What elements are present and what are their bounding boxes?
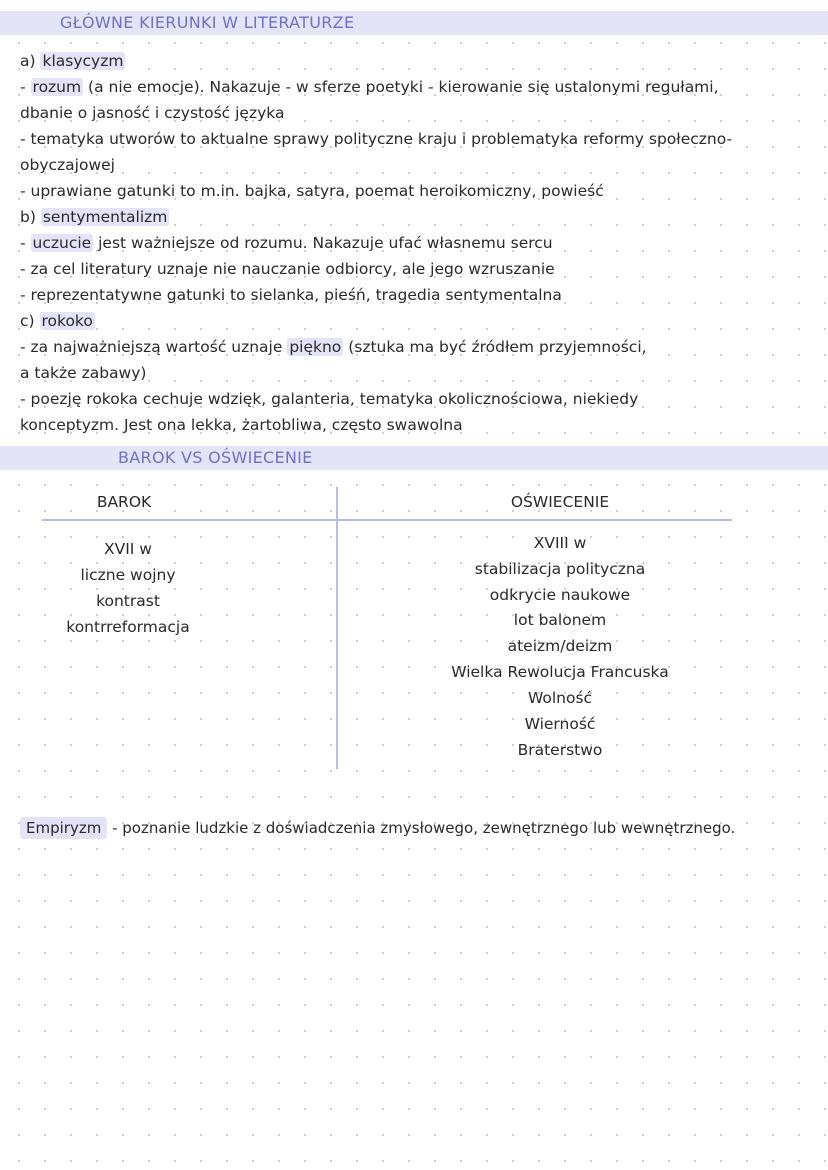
table-horizontal-rule bbox=[42, 519, 732, 521]
bullet-dash: - bbox=[20, 234, 31, 252]
text-line: a także zabawy) bbox=[20, 364, 147, 382]
oswiecenie-item: odkrycie naukowe bbox=[489, 586, 631, 604]
text-line: konceptyzm. Jest ona lekka, żartobliwa, często swawolna bbox=[20, 416, 463, 434]
oswiecenie-item: Wierność bbox=[524, 715, 596, 733]
text-fragment: (sztuka ma być źródłem przyjemności, bbox=[343, 338, 647, 356]
text-line bbox=[20, 230, 553, 256]
heading-rokoko bbox=[20, 308, 95, 334]
heading-klasycyzm bbox=[20, 48, 125, 74]
text-line bbox=[20, 74, 719, 100]
text-fragment: - za najważniejszą wartość uznaje bbox=[20, 338, 288, 356]
highlight-sentymentalizm: sentymentalizm bbox=[42, 208, 168, 226]
highlight-rokoko: rokoko bbox=[41, 312, 93, 330]
highlight-empiryzm: Empiryzm bbox=[20, 817, 107, 839]
oswiecenie-item: Wielka Rewolucja Francuska bbox=[451, 663, 669, 681]
highlight-piekno: piękno bbox=[289, 338, 342, 356]
heading-sentymentalizm bbox=[20, 204, 169, 230]
oswiecenie-item: ateizm/deizm bbox=[507, 637, 613, 655]
text-fragment: jest ważniejsze od rozumu. Nakazuje ufać własnemu sercu bbox=[93, 234, 553, 252]
label-prefix: c) bbox=[20, 312, 40, 330]
highlight-uczucie: uczucie bbox=[32, 234, 92, 252]
barok-item: XVII w bbox=[104, 540, 152, 558]
highlight-rozum: rozum bbox=[32, 78, 82, 96]
oswiecenie-item: stabilizacja polityczna bbox=[474, 560, 646, 578]
text-line: - tematyka utworów to aktualne sprawy polityczne kraju i problematyka reformy społeczno- bbox=[20, 130, 733, 148]
barok-item: kontrreformacja bbox=[66, 618, 190, 636]
section-title-barok-vs-oswiecenie: BAROK VS OŚWIECENIE bbox=[118, 448, 313, 467]
column-header-oswiecenie: OŚWIECENIE bbox=[510, 493, 610, 511]
definition-text: - poznanie ludzkie z doświadczenia zmysłowego, zewnętrznego lub wewnętrznego. bbox=[107, 819, 736, 837]
oswiecenie-item: XVIII w bbox=[533, 534, 587, 552]
text-line bbox=[20, 334, 647, 360]
oswiecenie-item: Wolność bbox=[527, 689, 593, 707]
section-title-kierunki: GŁÓWNE KIERUNKI W LITERATURZE bbox=[60, 13, 355, 32]
barok-item: kontrast bbox=[96, 592, 160, 610]
bullet-dash: - bbox=[20, 78, 31, 96]
barok-item: liczne wojny bbox=[80, 566, 176, 584]
column-header-barok: BAROK bbox=[96, 493, 152, 511]
highlight-klasycyzm: klasycyzm bbox=[42, 52, 124, 70]
label-prefix: b) bbox=[20, 208, 41, 226]
text-line: obyczajowej bbox=[20, 156, 115, 174]
label-prefix: a) bbox=[20, 52, 41, 70]
text-fragment: (a nie emocje). Nakazuje - w sferze poetyki - kierowanie się ustalonymi regułami, bbox=[83, 78, 719, 96]
oswiecenie-item: lot balonem bbox=[513, 611, 607, 629]
text-line: - reprezentatywne gatunki to sielanka, pieśń, tragedia sentymentalna bbox=[20, 286, 562, 304]
table-vertical-rule bbox=[336, 487, 338, 769]
text-line: - uprawiane gatunki to m.in. bajka, satyra, poemat heroikomiczny, powieść bbox=[20, 182, 604, 200]
definition-empiryzm bbox=[20, 815, 735, 841]
text-line: dbanie o jasność i czystość języka bbox=[20, 104, 285, 122]
oswiecenie-item: Braterstwo bbox=[517, 741, 603, 759]
text-line: - za cel literatury uznaje nie nauczanie odbiorcy, ale jego wzruszanie bbox=[20, 260, 555, 278]
text-line: - poezję rokoka cechuje wdzięk, galanteria, tematyka okolicznościowa, niekiedy bbox=[20, 390, 639, 408]
